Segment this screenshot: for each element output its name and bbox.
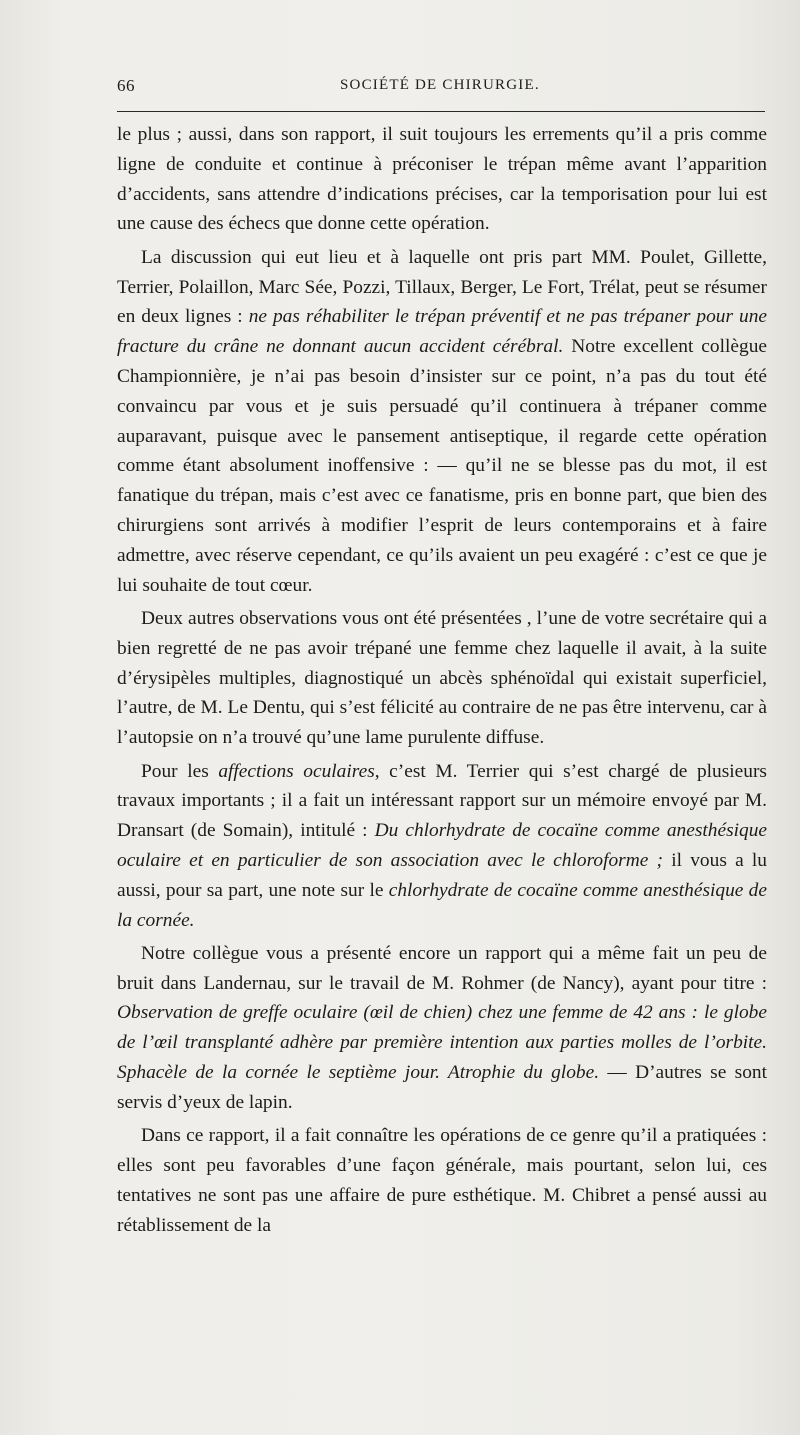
italic-text-run: chlorhydrate de cocaïne comme anesthésique de la cornée. — [117, 879, 767, 931]
italic-text-run: Du chlorhydrate de cocaïne comme anesthésique oculaire et en particulier de son association avec le chloroforme ; — [117, 820, 767, 871]
paragraph — [117, 939, 767, 1118]
text-run: Dans ce rapport, il a fait connaître les opérations de ce genre qu’il a pratiquées : elles sont peu favorables d’une façon générale, mais pourtant, selon lui, ces tentatives ne sont pas une affaire de pure esthétique. M. Chibret a pensé aussi au rétablissement de la — [117, 1125, 767, 1236]
text-run: — D’autres se sont servis d’yeux de lapin. — [117, 1062, 767, 1113]
text-run: Deux autres observations vous ont été présentées , l’une de votre secrétaire qui a bien regretté de ne pas avoir trépané une femme chez laquelle il avait, à la suite d’érysipèles multiples, diagnostiqué un abcès sphénoïdal qui existait superficiel, l’autre, de M. Le Dentu, qui s’est félicité au contraire de ne pas être intervenu, car à l’autopsie on n’a trouvé qu’une lame purulente diffuse. — [117, 607, 767, 749]
paragraph — [117, 1121, 767, 1240]
text-run: , c’est M. Terrier qui s’est chargé de plusieurs travaux importants ; il a fait un intéressant rapport sur un mémoire envoyé par M. Dransart (de Somain), intitulé : — [117, 760, 767, 842]
paragraph — [117, 243, 767, 601]
body-text — [117, 120, 767, 1244]
text-run: Pour les — [141, 760, 219, 782]
text-run: le plus ; aussi, dans son rapport, il suit toujours les errements qu’il a pris comme ligne de conduite et continue à préconiser le trépan même avant l’apparition d’accidents, sans attendre d’indications précises, car la temporisation pour lui est une cause des échecs que donne cette opération. — [117, 124, 767, 235]
page-header — [117, 76, 765, 100]
running-head: SOCIÉTÉ DE CHIRURGIE. — [340, 77, 540, 93]
text-run: il vous a lu aussi, pour sa part, une note sur le — [117, 849, 767, 901]
text-run: Notre excellent collègue Championnière, je n’ai pas besoin d’insister sur ce point, n’a pas du tout été convaincu par vous et je suis persuadé qu’il continuera à trépaner comme auparavant, puisque avec le pansement antiseptique, il regarde cette opération comme étant absolument inoffensive : — qu’il ne se blesse pas du mot, il est fanatique du trépan, mais c’est avec ce fanatisme, pris en bonne part, que bien des chirurgiens sont arrivés à modifier l’esprit de leurs contemporains et à faire admettre, avec réserve cependant, ce qu’ils avaient un peu exagéré : c’est ce que je lui souhaite de tout cœur. — [117, 336, 767, 596]
header-rule — [117, 111, 765, 112]
italic-text-run: ne pas réhabiliter le trépan préventif et ne pas trépaner pour une fracture du crâne ne donnant aucun accident cérébral. — [117, 306, 767, 358]
italic-text-run: Observation de greffe oculaire (œil de chien) chez une femme de 42 ans : le globe de l’œil transplanté adhère par première intention aux parties molles de l’orbite. Sphacèle de la cornée le septième jour. Atrophie du globe. — [117, 1002, 767, 1084]
italic-text-run: affections oculaires — [218, 760, 375, 782]
paragraph — [117, 120, 767, 239]
paragraph — [117, 757, 767, 936]
text-run: La discussion qui eut lieu et à laquelle ont pris part MM. Poulet, Gillette, Terrier, Polaillon, Marc Sée, Pozzi, Tillaux, Berger, Le Fort, Trélat, peut se résumer en deux lignes : — [117, 246, 767, 328]
page-number: 66 — [117, 76, 135, 95]
paragraph — [117, 604, 767, 753]
text-run: Notre collègue vous a présenté encore un rapport qui a même fait un peu de bruit dans Landernau, sur le travail de M. Rohmer (de Nancy), ayant pour titre : — [117, 942, 767, 994]
